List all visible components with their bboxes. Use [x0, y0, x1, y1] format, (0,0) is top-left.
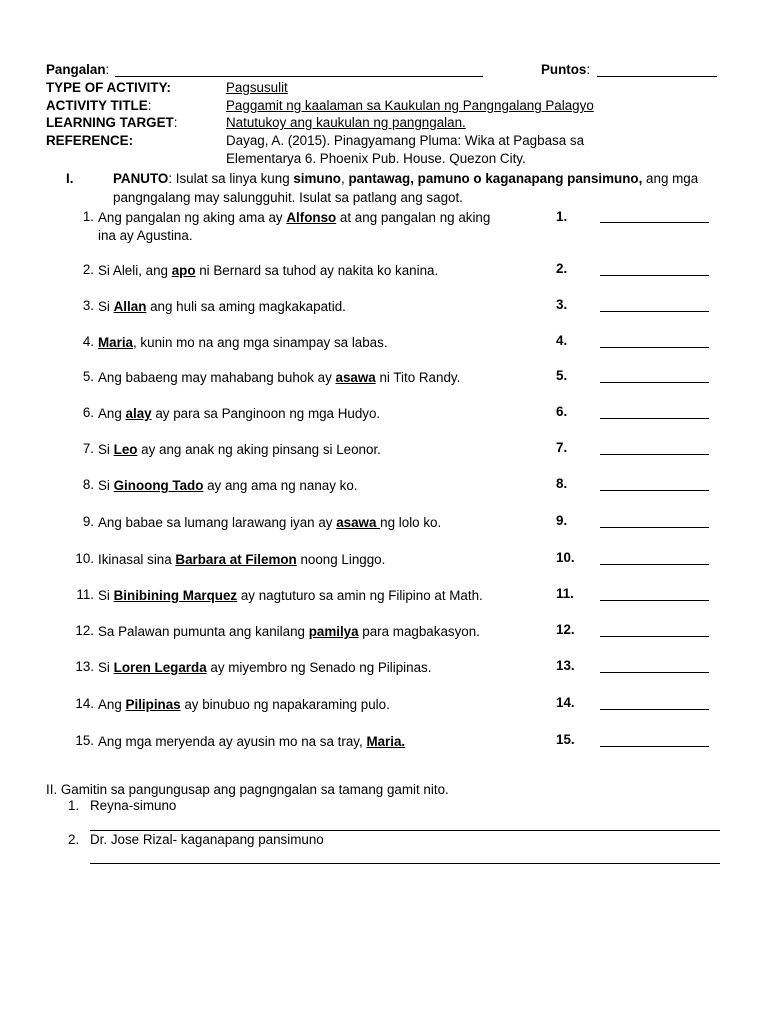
section2-title: II. Gamitin sa pangungusap ang pagngngalan sa tamang gamit nito.: [46, 782, 449, 797]
underlined-noun: Leo: [113, 442, 138, 457]
learning-target-label: LEARNING TARGET:: [46, 115, 178, 130]
name-field[interactable]: [115, 76, 483, 77]
answer-blank[interactable]: [600, 600, 709, 601]
section1-instructions: PANUTO: Isulat sa linya kung simuno, pantawag, pamuno o kaganapang pansimuno, ang mga: [113, 171, 699, 186]
section2-answer-line-2[interactable]: [90, 863, 720, 864]
answer-blank[interactable]: [600, 709, 709, 710]
underlined-noun: Alfonso: [286, 210, 337, 225]
section1-instructions-line2: pangngalang may salungguhit. Isulat sa patlang ang sagot.: [113, 190, 463, 205]
answer-blank[interactable]: [600, 672, 709, 673]
score-field[interactable]: [597, 76, 717, 77]
answer-blank[interactable]: [600, 527, 709, 528]
underlined-noun: Binibining Marquez: [113, 588, 238, 603]
underlined-noun: Allan: [113, 299, 147, 314]
answer-blank[interactable]: [600, 382, 709, 383]
section1-roman: I.: [66, 171, 74, 186]
learning-target-value: Natutukoy ang kaukulan ng pangngalan.: [226, 115, 466, 130]
reference-value-line1: Dayag, A. (2015). Pinagyamang Pluma: Wika at Pagbasa sa: [226, 133, 585, 148]
answer-blank[interactable]: [600, 454, 709, 455]
underlined-noun: asawa: [335, 370, 376, 385]
section2-item-1-text: Reyna-simuno: [90, 798, 177, 813]
activity-title-value: Paggamit ng kaalaman sa Kaukulan ng Pangngalang Palagyo: [226, 98, 594, 113]
underlined-noun: apo: [171, 263, 196, 278]
underlined-noun: Maria.: [366, 734, 406, 749]
answer-blank[interactable]: [600, 746, 709, 747]
section2-item-1-number: 1.: [68, 798, 80, 813]
reference-value-line2: Elementarya 6. Phoenix Pub. House. Quezon City.: [226, 151, 526, 166]
underlined-noun: Pilipinas: [125, 697, 181, 712]
answer-blank[interactable]: [600, 222, 709, 223]
activity-title-label: ACTIVITY TITLE:: [46, 98, 152, 113]
name-label: Pangalan:: [46, 62, 110, 77]
answer-blank[interactable]: [600, 636, 709, 637]
answer-blank[interactable]: [600, 347, 709, 348]
answer-blank[interactable]: [600, 490, 709, 491]
reference-label: REFERENCE:: [46, 133, 134, 148]
answer-blank[interactable]: [600, 275, 709, 276]
underlined-noun: Ginoong Tado: [113, 478, 204, 493]
score-label: Puntos:: [541, 62, 591, 77]
section2-answer-line-1[interactable]: [90, 830, 720, 831]
type-of-activity-value: Pagsusulit: [226, 80, 288, 95]
answer-blank[interactable]: [600, 418, 709, 419]
underlined-noun: pamilya: [308, 624, 359, 639]
answer-blank[interactable]: [600, 564, 709, 565]
type-of-activity-label: TYPE OF ACTIVITY:: [46, 80, 171, 95]
underlined-noun: Loren Legarda: [113, 660, 207, 675]
answer-blank[interactable]: [600, 311, 709, 312]
underlined-noun: Maria: [98, 335, 133, 350]
underlined-noun: asawa: [336, 515, 381, 530]
underlined-noun: alay: [125, 406, 152, 421]
section2-item-2-text: Dr. Jose Rizal- kaganapang pansimuno: [90, 832, 324, 847]
underlined-noun: Barbara at Filemon: [175, 552, 297, 567]
section2-item-2-number: 2.: [68, 832, 80, 847]
